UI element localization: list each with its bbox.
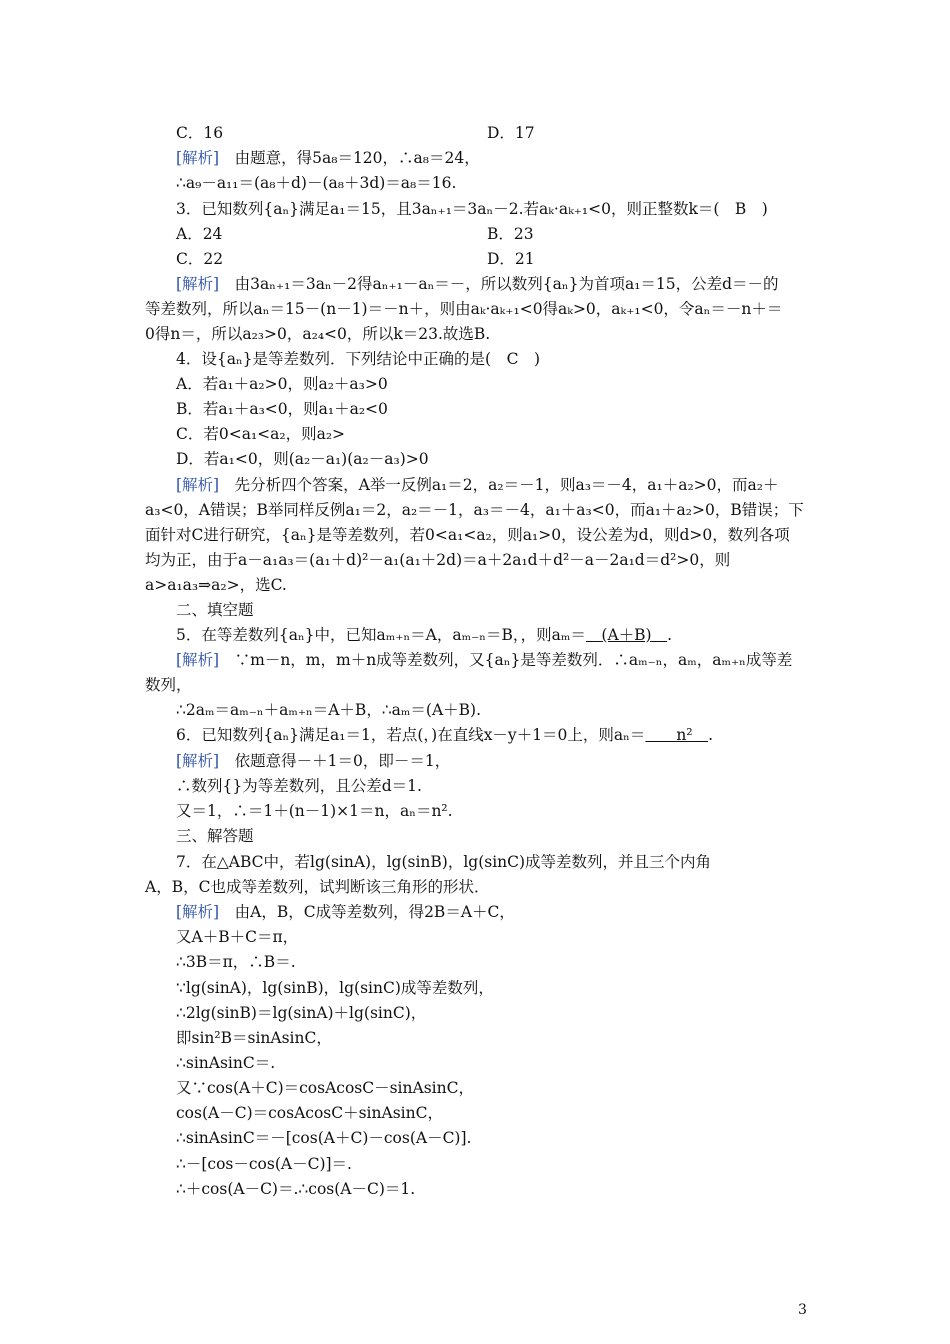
question-6: 6．已知数列{aₙ}满足a₁＝1，若点(，)在直线x－y＋1＝0上，则aₙ＝ n² .	[176, 726, 714, 744]
text-line: ∴a₉－a₁₁＝(a₈＋d)－(a₈＋3d)＝a₈＝16.	[176, 174, 457, 192]
text-line: ∴数列{}为等差数列，且公差d＝1.	[176, 777, 422, 795]
analysis-line: [解析] 先分析四个答案，A举一反例a₁＝2，a₂＝－1，则a₃＝－4，a₁＋a₂>0，而a₂＋	[176, 476, 779, 494]
analysis-line: [解析] 由3aₙ₊₁＝3aₙ－2得aₙ₊₁－aₙ＝－，所以数列{aₙ}为首项a₁＝15，公差d＝－的	[176, 275, 779, 293]
analysis-line: [解析] 依题意得－＋1＝0，即－＝1，	[176, 752, 451, 770]
text-line: 面针对C进行研究，{aₙ}是等差数列，若0<a₁<a₂，则a₁>0，设公差为d，则d>0，数列各项	[145, 526, 790, 544]
text-line: 数列，	[145, 676, 192, 694]
option-a: A．若a₁＋a₂>0，则a₂＋a₃>0	[176, 375, 388, 393]
option-c: C．16	[176, 124, 224, 142]
text-line: 又A＋B＋C＝π，	[176, 928, 299, 946]
option-b: B．23	[487, 225, 534, 243]
text-line: a₃<0，A错误；B举同样反例a₁＝2，a₂＝－1，a₃＝－4，a₁＋a₃<0，而a₁＋a₂>0，B错误；下	[145, 501, 804, 519]
text-line: ∴sinAsinC＝－[cos(A＋C)－cos(A－C)].	[176, 1129, 472, 1147]
question-7: 7．在△ABC中，若lg(sinA)，lg(sinB)，lg(sinC)成等差数列，并且三个内角	[176, 853, 712, 871]
analysis-tag: [解析]	[176, 149, 220, 167]
analysis-tag: [解析]	[176, 651, 220, 669]
option-d: D．若a₁<0，则(a₂－a₁)(a₂－a₃)>0	[176, 450, 429, 468]
section-heading: 三、解答题	[176, 827, 254, 845]
text-line: 均为正，由于a－a₁a₃＝(a₁＋d)²－a₁(a₁＋2d)＝a＋2a₁d＋d²－a－2a₁d＝d²>0，则	[145, 551, 731, 569]
text-line: ∴2lg(sinB)＝lg(sinA)＋lg(sinC)，	[176, 1004, 427, 1022]
option-c: C．若0<a₁<a₂，则a₂>	[176, 425, 346, 443]
analysis-tag: [解析]	[176, 752, 220, 770]
text-line: ∴＋cos(A－C)＝.∴cos(A－C)＝1.	[176, 1180, 416, 1198]
option-c: C．22	[176, 250, 224, 268]
text-line: 即sin²B＝sinAsinC，	[176, 1029, 332, 1047]
analysis-tag: [解析]	[176, 275, 220, 293]
text-line: 0得n＝，所以a₂₃>0，a₂₄<0，所以k＝23.故选B.	[145, 325, 491, 343]
text-line: ∴3B＝π，∴B＝.	[176, 953, 296, 971]
analysis-tag: [解析]	[176, 476, 220, 494]
option-a: A．24	[176, 225, 223, 243]
option-d: D．17	[487, 124, 535, 142]
text-line: 等差数列，所以aₙ＝15－(n－1)＝－n＋，则由aₖ·aₖ₊₁<0得aₖ>0，aₖ₊₁<0，令aₙ＝－n＋＝	[145, 300, 783, 318]
option-d: D．21	[487, 250, 535, 268]
question-4: 4．设{aₙ}是等差数列．下列结论中正确的是( C )	[176, 350, 540, 368]
text-line: A，B，C也成等差数列，试判断该三角形的形状．	[145, 878, 490, 896]
option-b: B．若a₁＋a₃<0，则a₁＋a₂<0	[176, 400, 388, 418]
analysis-line: [解析] 由题意，得5a₈＝120，∴a₈＝24，	[176, 149, 480, 167]
text-line: 又∵cos(A＋C)＝cosAcosC－sinAsinC，	[176, 1079, 474, 1097]
question-5: 5．在等差数列{aₙ}中，已知aₘ₊ₙ＝A，aₘ₋ₙ＝B，，则aₘ＝ (A＋B) .	[176, 626, 673, 644]
text-line: a>a₁a₃⇒a₂>，选C.	[145, 576, 287, 594]
question-3: 3．已知数列{aₙ}满足a₁＝15，且3aₙ₊₁＝3aₙ－2.若aₖ·aₖ₊₁<0，则正整数k＝( B )	[176, 200, 768, 218]
analysis-tag: [解析]	[176, 903, 220, 921]
page-number: 3	[798, 1302, 807, 1318]
text-line: ∴－[cos－cos(A－C)]＝.	[176, 1155, 352, 1173]
analysis-line: [解析] 由A，B，C成等差数列，得2B＝A＋C，	[176, 903, 515, 921]
text-line: cos(A－C)＝cosAcosC＋sinAsinC，	[176, 1104, 443, 1122]
text-line: ∴2aₘ＝aₘ₋ₙ＋aₘ₊ₙ＝A＋B，∴aₘ＝(A＋B).	[176, 701, 482, 719]
text-line: 又＝1，∴＝1＋(n－1)×1＝n，aₙ＝n².	[176, 802, 453, 820]
analysis-line: [解析] ∵m－n，m，m＋n成等差数列，又{aₙ}是等差数列．∴aₘ₋ₙ，aₘ，aₘ₊ₙ成等差	[176, 651, 793, 669]
answer-blank: n²	[676, 726, 693, 744]
text-line: ∵lg(sinA)，lg(sinB)，lg(sinC)成等差数列，	[176, 979, 494, 997]
answer-blank: (A＋B)	[601, 626, 652, 644]
text-line: ∴sinAsinC＝.	[176, 1054, 276, 1072]
section-heading: 二、填空题	[176, 601, 254, 619]
